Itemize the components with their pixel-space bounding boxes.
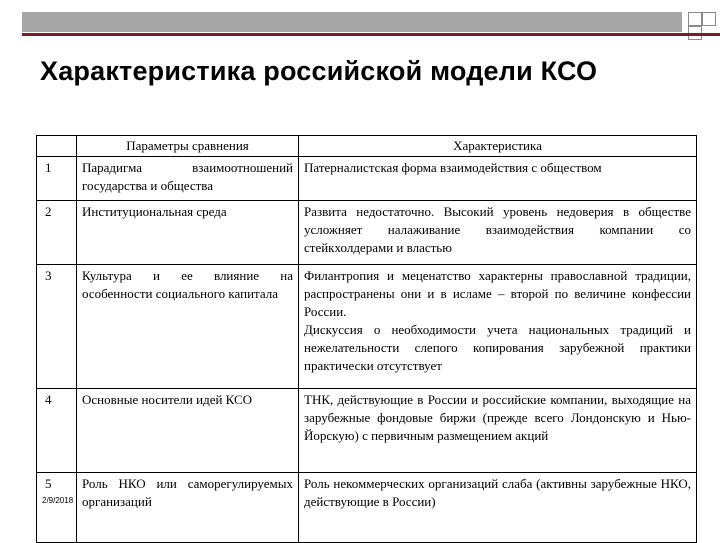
slide-date: 2/9/2018 bbox=[42, 496, 74, 505]
table-row bbox=[37, 473, 697, 543]
row-parameter: Институциональная среда bbox=[77, 201, 299, 265]
table-header-row bbox=[37, 136, 697, 157]
header-characteristic: Характеристика bbox=[299, 136, 697, 157]
accent-divider bbox=[22, 33, 720, 36]
row-description: Патерналистская форма взаимодействия с обществом bbox=[299, 157, 697, 201]
table-row bbox=[37, 389, 697, 473]
row-parameter: Роль НКО или саморегулируемых организаций bbox=[77, 473, 299, 543]
row-number: 2 bbox=[37, 201, 77, 265]
title-bar-decoration bbox=[22, 12, 682, 32]
row-parameter: Культура и ее влияние на особенности социального капитала bbox=[77, 265, 299, 389]
header-parameters: Параметры сравнения bbox=[77, 136, 299, 157]
row-description-paragraph: Дискуссия о необходимости учета национальных традиций и нежелательности слепого копирования зарубежной практики практически отсутствует bbox=[304, 322, 691, 373]
slide-title: Характеристика российской модели КСО bbox=[40, 56, 598, 86]
row-number: 3 bbox=[37, 265, 77, 389]
row-number: 1 bbox=[37, 157, 77, 201]
row-description: Роль некоммерческих организаций слаба (активны зарубежные НКО, действующие в России) bbox=[299, 473, 697, 543]
row-description: Развита недостаточно. Высокий уровень недоверия в обществе усложняет налаживание взаимодействия компании со стейкхолдерами и властью bbox=[299, 201, 697, 265]
corner-square-decoration bbox=[702, 12, 716, 26]
row-description-paragraph: Филантропия и меценатство характерны православной традиции, распространены они и в исламе – второй по величине конфессии России. bbox=[304, 268, 691, 319]
row-number: 4 bbox=[37, 389, 77, 473]
table-row bbox=[37, 265, 697, 389]
row-parameter: Основные носители идей КСО bbox=[77, 389, 299, 473]
corner-square-decoration bbox=[688, 12, 702, 26]
table-row bbox=[37, 157, 697, 201]
row-number: 5 bbox=[37, 473, 77, 543]
comparison-table bbox=[36, 135, 697, 543]
row-description bbox=[299, 265, 697, 389]
table-row bbox=[37, 201, 697, 265]
header-num bbox=[37, 136, 77, 157]
row-parameter: Парадигма взаимоотношений государства и общества bbox=[77, 157, 299, 201]
row-description: ТНК, действующие в России и российские компании, выходящие на зарубежные фондовые биржи (прежде всего Лондонскую и Нью-Йорскую) с первичным размещением акций bbox=[299, 389, 697, 473]
